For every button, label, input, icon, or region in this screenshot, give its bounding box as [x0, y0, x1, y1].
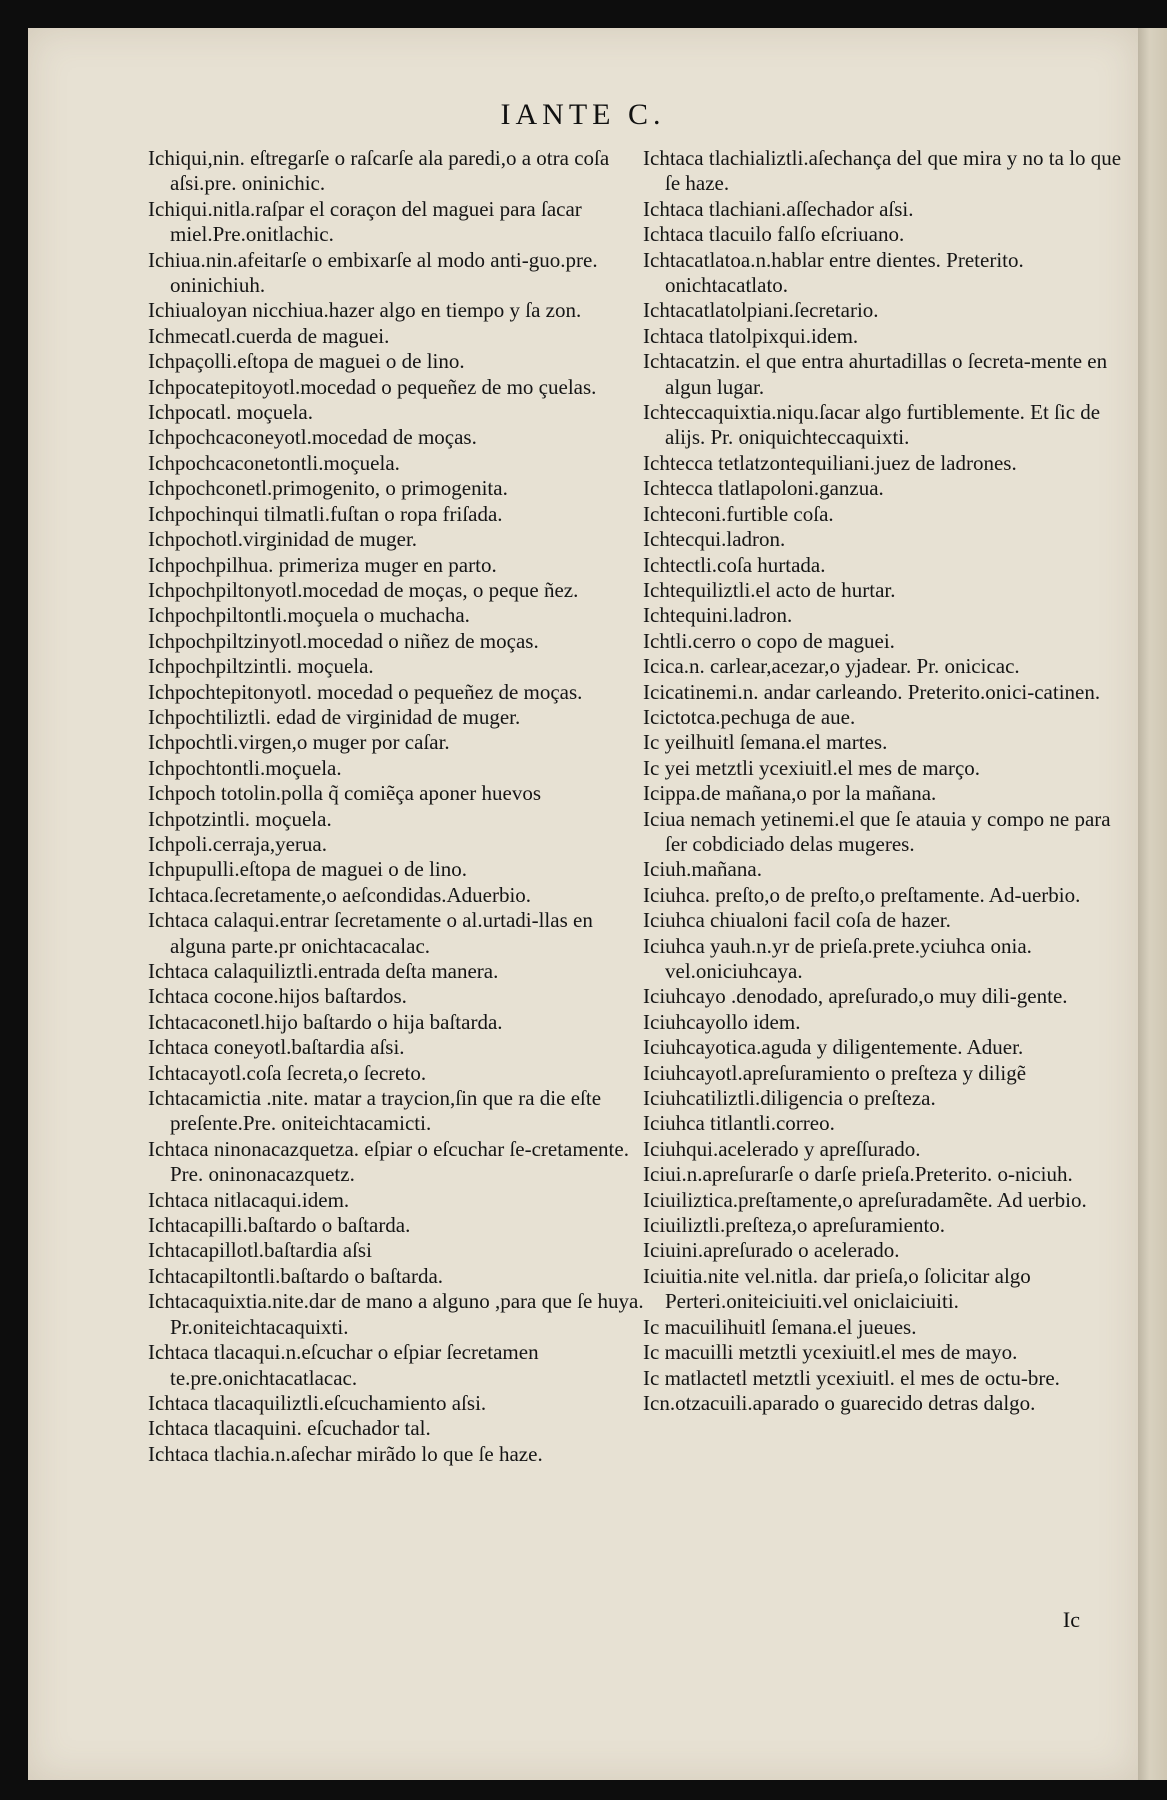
dictionary-entry: Ichiualoyan nicchiua.hazer algo en tiempo y ſa zon.	[148, 298, 582, 323]
dictionary-entry: Ichtaca cocone.hijos baſtardos.	[148, 984, 407, 1009]
dictionary-entry: Ic yeilhuitl ſemana.el martes.	[643, 730, 888, 755]
dictionary-entry: Ichtecqui.ladron.	[643, 527, 786, 552]
dictionary-entry: Ichtaca calaqui.entrar ſecretamente o al.urtadi-llas en alguna parte.pr onichtacacalac.	[148, 908, 593, 958]
dictionary-entry: Ichteconi.furtible coſa.	[643, 501, 834, 526]
dictionary-entry: Ichpochotl.virginidad de muger.	[148, 527, 418, 552]
dictionary-entry: Ic macuilihuitl ſemana.el jueues.	[643, 1314, 917, 1339]
dictionary-entry: Iciuhca. preſto,o de preſto,o preſtamente. Ad-uerbio.	[643, 882, 1081, 907]
dictionary-entry: Iciui.n.apreſurarſe o darſe prieſa.Preterito. o-niciuh.	[643, 1162, 1073, 1187]
dictionary-entry: Iciuhcatiliztli.diligencia o preſteza.	[643, 1086, 936, 1111]
dictionary-entry: Iciuiliztica.preſtamente,o apreſuradamẽte. Ad uerbio.	[643, 1187, 1087, 1212]
dictionary-entry: Iciuhca yauh.n.yr de prieſa.prete.yciuhca onia. vel.oniciuhcaya.	[643, 933, 1032, 983]
dictionary-entry: Ic matlactetl metztli ycexiuitl. el mes de octu-bre.	[643, 1365, 1060, 1390]
dictionary-entry: Iciuiliztli.preſteza,o apreſuramiento.	[643, 1213, 946, 1238]
dictionary-entry: Ichtacatlatoa.n.hablar entre dientes. Preterito. onichtacatlato.	[643, 247, 1024, 298]
dictionary-entry: Ichtecca tlatlapoloni.ganzua.	[643, 476, 884, 501]
running-head: IANTE C.	[500, 98, 666, 131]
dictionary-entry: Ichtacapillotl.baſtardia aſsi	[148, 1238, 372, 1263]
dictionary-entry: Iciuhcayotica.aguda y diligentemente. Aduer.	[643, 1035, 1024, 1060]
dictionary-entry: Ichtequiliztli.el acto de hurtar.	[643, 577, 896, 602]
dictionary-entry: Icicatinemi.n. andar carleando. Preterito.onici-catinen.	[643, 679, 1101, 704]
dictionary-entry: Ichtacatlatolpiani.ſecretario.	[643, 298, 879, 323]
dictionary-entry: Ichtaca tlacaquiliztli.eſcuchamiento aſsi.	[148, 1390, 487, 1415]
dictionary-entry: Ichtacaquixtia.nite.dar de mano a alguno ,para que ſe huya. Pr.oniteichtacaquixti.	[148, 1289, 644, 1339]
dictionary-entry: Ichtaca.ſecretamente,o aeſcondidas.Aduerbio.	[148, 882, 532, 907]
dictionary-entry: Ichiqui.nitla.raſpar el coraçon del maguei para ſacar miel.Pre.onitlachic.	[148, 196, 582, 247]
catchword: Ic	[1062, 1607, 1080, 1632]
dictionary-entry: Ichpoli.cerraja,yerua.	[148, 831, 327, 856]
dictionary-entry: Iciuhcayollo idem.	[643, 1009, 801, 1034]
dictionary-entry: Iciuitia.nite vel.nitla. dar prieſa,o ſolicitar algo Perteri.oniteiciuiti.vel oniclaiciuiti.	[643, 1263, 1031, 1314]
dictionary-entry: Ichpotzintli. moçuela.	[148, 806, 332, 831]
manuscript-page	[28, 28, 1138, 1780]
dictionary-entry: Ichtacamictia .nite. matar a traycion,ſin que ra die eſte preſente.Pre. oniteichtacamicti.	[148, 1086, 602, 1136]
dictionary-entry: Iciua nemach yetinemi.el que ſe atauia y compo ne para ſer cobdiciado delas mugeres.	[643, 806, 1111, 856]
dictionary-entry: Ichpochcaconeyotl.mocedad de moças.	[148, 425, 477, 450]
dictionary-entry: Ichpochcaconetontli.moçuela.	[148, 450, 400, 475]
dictionary-entry: Ichiua.nin.afeitarſe o embixarſe al modo anti-guo.pre. oninichiuh.	[148, 247, 598, 298]
dictionary-entry: Icica.n. carlear,acezar,o yjadear. Pr. onicicac.	[643, 654, 1020, 679]
dictionary-entry: Ichtaca calaquiliztli.entrada deſta manera.	[148, 959, 499, 983]
dictionary-entry: Iciuhca chiualoni facil coſa de hazer.	[643, 908, 951, 933]
dictionary-entry: Icippa.de mañana,o por la mañana.	[643, 781, 937, 806]
dictionary-entry: Ichtaca tlachia.n.aſechar mirãdo lo que ſe haze.	[148, 1441, 543, 1466]
dictionary-entry: Ichpochinqui tilmatli.fuſtan o ropa friſada.	[148, 501, 503, 526]
dictionary-entry: Ichpocatl. moçuela.	[148, 400, 314, 425]
dictionary-entry: Ichpochtiliztli. edad de virginidad de muger.	[148, 704, 521, 729]
dictionary-entry: Iciuini.apreſurado o acelerado.	[643, 1238, 900, 1263]
dictionary-entry: Ichtectli.coſa hurtada.	[643, 552, 826, 577]
dictionary-entry: Ichtaca tlachializtli.aſechança del que mira y no ta lo que ſe haze.	[643, 146, 1122, 196]
dictionary-entry: Ichpoch totolin.polla q̃ comiẽça aponer huevos	[148, 781, 542, 806]
dictionary-entry: Ichpochpiltzintli. moçuela.	[148, 654, 374, 679]
dictionary-entry: Ichtecca tetlatzontequiliani.juez de ladrones.	[643, 450, 1017, 475]
dictionary-entry: Ichpochtepitonyotl. mocedad o pequeñez de moças.	[148, 679, 583, 704]
dictionary-entry: Ichpocatepitoyotl.mocedad o pequeñez de mo çuelas.	[148, 374, 597, 399]
dictionary-entry: Ichtaca tlatolpixqui.idem.	[643, 323, 859, 348]
dictionary-entry: Ichpaçolli.eſtopa de maguei o de lino.	[148, 349, 465, 374]
dictionary-entry: Icictotca.pechuga de aue.	[643, 704, 856, 729]
dictionary-entry: Ichtaca nitlacaqui.idem.	[148, 1187, 350, 1212]
dictionary-entry: Ichtacaconetl.hijo baſtardo o hija baſtarda.	[148, 1009, 503, 1034]
dictionary-entry: Ichpochtli.virgen,o muger por caſar.	[148, 730, 450, 755]
dictionary-entry: Ichtacapiltontli.baſtardo o baſtarda.	[148, 1263, 444, 1288]
dictionary-entry: Ichpochpiltzinyotl.mocedad o niñez de moças.	[148, 628, 539, 653]
dictionary-entry: Ichpochconetl.primogenito, o primogenita.	[148, 476, 508, 501]
left-column	[148, 146, 648, 1467]
dictionary-entry: Iciuhca titlantli.correo.	[643, 1111, 835, 1136]
dictionary-entry: Ichpochpiltonyotl.mocedad de moças, o peque ñez.	[148, 577, 579, 602]
dictionary-entry: Iciuhcayo .denodado, apreſurado,o muy dili-gente.	[643, 984, 1068, 1009]
dictionary-entry: Ichtaca tlacaquini. eſcuchador tal.	[148, 1416, 431, 1441]
dictionary-entry: Iciuhqui.acelerado y apreſſurado.	[643, 1136, 921, 1161]
dictionary-entry: Ichpochpilhua. primeriza muger en parto.	[148, 552, 497, 577]
dictionary-entry: Ichiqui,nin. eſtregarſe o raſcarſe ala paredi,o a otra coſa aſsi.pre. oninichic.	[148, 146, 610, 196]
dictionary-entry: Ichtacatzin. el que entra ahurtadillas o ſecreta-mente en algun lugar.	[643, 349, 1108, 399]
dictionary-entry: Ichtli.cerro o copo de maguei.	[643, 628, 895, 653]
dictionary-entry: Ic macuilli metztli ycexiuitl.el mes de mayo.	[643, 1340, 1018, 1365]
dictionary-entry: Ichpochtontli.moçuela.	[148, 755, 342, 780]
dictionary-entry: Ichtacayotl.coſa ſecreta,o ſecreto.	[148, 1060, 427, 1085]
dictionary-entry: Ichtequini.ladron.	[643, 603, 793, 628]
dictionary-entry: Ichtacapilli.baſtardo o baſtarda.	[148, 1213, 411, 1238]
dictionary-entry: Iciuhcayotl.apreſuramiento o preſteza y diligẽ	[643, 1060, 1027, 1085]
dictionary-entry: Ichtaca ninonacazquetza. eſpiar o eſcuchar ſe-cretamente. Pre. oninonacazquetz.	[148, 1136, 629, 1187]
dictionary-entry: Ichmecatl.cuerda de maguei.	[148, 323, 390, 348]
dictionary-entry: Ichtaca coneyotl.baſtardia aſsi.	[148, 1035, 405, 1060]
dictionary-entry: Ichtaca tlacaqui.n.eſcuchar o eſpiar ſecretamen te.pre.onichtacatlacac.	[148, 1340, 539, 1390]
dictionary-entry: Icn.otzacuili.aparado o guarecido detras dalgo.	[643, 1390, 1036, 1415]
dictionary-entry: Ichteccaquixtia.niqu.ſacar algo furtiblemente. Et ſic de alijs. Pr. oniquichteccaquixti.	[643, 400, 1101, 450]
dictionary-entry: Ichtaca tlachiani.aſſechador aſsi.	[643, 196, 914, 221]
dictionary-entry: Ic yei metztli ycexiuitl.el mes de março.	[643, 755, 981, 780]
dictionary-entry: Ichtaca tlacuilo falſo eſcriuano.	[643, 222, 905, 247]
dictionary-entry: Ichpochpiltontli.moçuela o muchacha.	[148, 603, 470, 628]
right-column	[643, 146, 1138, 1416]
dictionary-entry: Iciuh.mañana.	[643, 857, 762, 882]
dictionary-entry: Ichpupulli.eſtopa de maguei o de lino.	[148, 857, 467, 882]
adjacent-page-edge	[1138, 28, 1167, 1780]
